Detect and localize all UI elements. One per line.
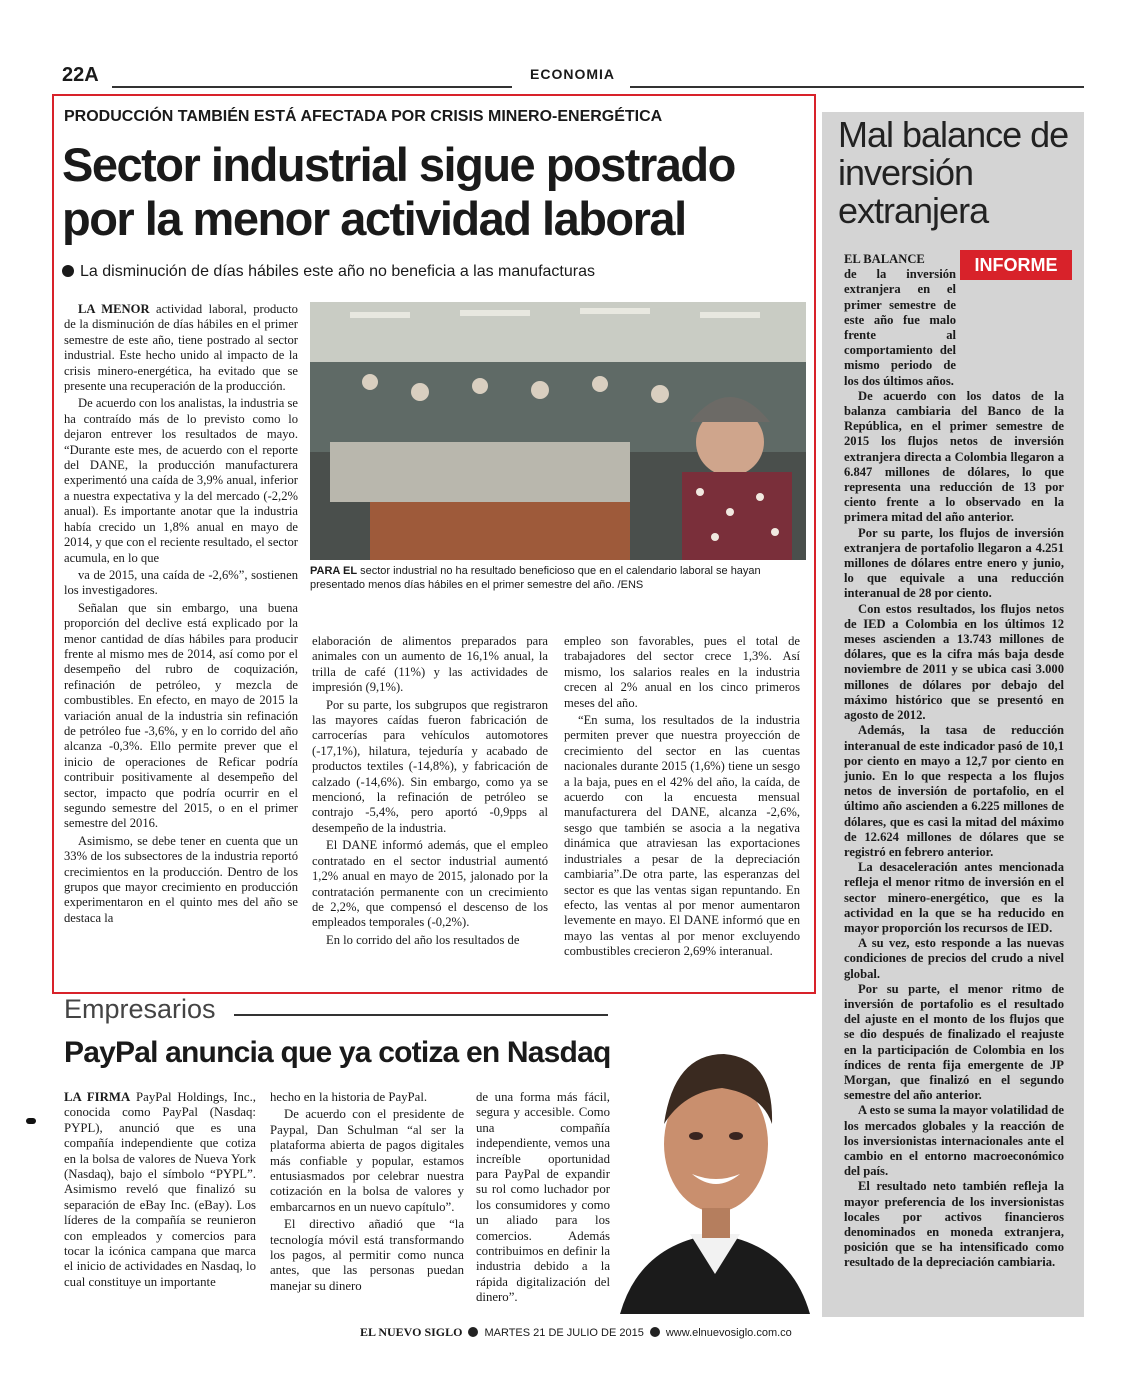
paypal-paragraph: De acuerdo con el presidente de Paypal, Dan Schulman “al ser la plataforma abierta de pagos digitales más confiable y popular, estamos entusiasmados por celebrar nuestra cotización en la bolsa de valores y embarcarnos en un nuevo capítulo”. — [270, 1107, 464, 1214]
page-footer — [360, 1325, 792, 1340]
empresarios-label: Empresarios — [64, 994, 216, 1024]
paypal-column-3 — [476, 1090, 610, 1308]
article-paragraph: elaboración de alimentos preparados para animales con un aumento de 16,1% anual, la trilla de café (11%) y las actividades de impresión (9,1%). — [312, 634, 548, 695]
portrait-illustration — [610, 1024, 820, 1314]
article-kicker: PRODUCCIÓN TAMBIÉN ESTÁ AFECTADA POR CRISIS MINERO-ENERGÉTICA — [64, 108, 663, 125]
sidebar-paragraph — [844, 252, 1064, 389]
sidebar-paragraph: A su vez, esto responde a las nuevas condiciones de precios del crudo a nivel global. — [844, 936, 1064, 981]
factory-photo-illustration — [310, 302, 806, 560]
caption-text: sector industrial no ha resultado beneficioso que en el calendario laboral se hayan presentado menos días hábiles en el primer semestre del año. /ENS — [310, 565, 761, 591]
sidebar-paragraph: A esto se suma la mayor volatilidad de los mercados globales y la reacción de los inversionistas internacionales ante el cambio en el entorno macroeconómico del país. — [844, 1103, 1064, 1179]
bullet-icon — [62, 265, 74, 277]
sidebar-paragraph: Por su parte, los flujos de inversión extranjera de portafolio llegaron a 4.251 millones de dólares entre enero y junio, lo que equivale a una reducción interanual de 28 por ciento. — [844, 525, 1064, 601]
lead-in: LA MENOR — [78, 302, 150, 316]
caption-lead: PARA EL — [310, 565, 358, 577]
footer-website[interactable]: www.elnuevosiglo.com.co — [665, 1327, 792, 1339]
sidebar-title: Mal balance de inversión extranjera — [838, 114, 1069, 231]
footer-date: MARTES 21 DE JULIO DE 2015 — [484, 1327, 644, 1339]
article-paragraph: El DANE informó además, que el empleo contratado en el sector industrial aumentó 1,2% anual en mayo de 2015, jalonado por la contratación permanente con un crecimiento de 2,2%, que compensó el descenso de los empleados temporales (-0,2%). — [312, 838, 548, 930]
paragraph-text: actividad laboral, producto de la disminución de días hábiles en el primer semestre de este año, tiene postrado al sector industrial. Este hecho unido al impacto de la crisis minero-energética, ha evitado que se presente una recuperación de la producción. — [64, 302, 298, 394]
paypal-headline: PayPal anuncia que ya cotiza en Nasdaq — [64, 1036, 611, 1069]
photo-caption — [310, 564, 806, 592]
article-paragraph — [64, 302, 298, 394]
sidebar-lead: EL BALANCE — [844, 252, 925, 266]
deck-text: La disminución de días hábiles este año no beneficia a las manufacturas — [80, 263, 595, 280]
section-label: ECONOMIA — [530, 66, 615, 82]
article-paragraph: En lo corrido del año los resultados de — [326, 932, 520, 947]
header-rule-right — [630, 86, 1084, 88]
margin-mark-icon — [26, 1118, 36, 1124]
sidebar-paragraph: Con estos resultados, los flujos netos de IED a Colombia en los últimos 12 meses ascienden a 13.743 millones de dólares, que es la cifra más baja desde noviembre de 2011 y se ubica casi 3.000 millones de dólares por debajo del máximo histórico que se presentó en agosto de 2012. — [844, 601, 1064, 723]
article-headline: Sector industrial sigue postrado por la menor actividad laboral — [62, 138, 735, 245]
informe-badge: INFORME — [960, 250, 1072, 280]
page-number: 22A — [62, 64, 99, 86]
sidebar-text — [844, 252, 1064, 1271]
sidebar-paragraph: Por su parte, el menor ritmo de inversión de portafolio es el resultado del ajuste en el monto de los flujos que se dio después de finalizado el reajuste en la participación de Colombia en los índices de renta fija emergente de JP Morgan, que finalizó en el segundo semestre del año anterior. — [844, 981, 1064, 1103]
paypal-paragraph: El directivo añadió que “la tecnología móvil está transformando los pagos, al permitir como nunca antes, que las personas puedan manejar su dinero — [270, 1217, 464, 1293]
article-paragraph: empleo son favorables, pues el total de trabajadores del sector crece 1,3%. Así mismo, los salarios reales en la industria crecen al 2% anual en los cinco primeros meses del año. — [564, 634, 800, 710]
paypal-paragraph: de una forma más fácil, segura y accesible. Como una compañía independiente, vemos una increíble oportunidad para PayPal de expandir su rol como luchador por los consumidores y como un aliado para los comercios. Además contribuimos en definir la industria debido a la rápida digitalización del dinero”. — [476, 1090, 610, 1305]
sidebar-paragraph: De acuerdo con los datos de la balanza cambiaria del Banco de la República, en el primer semestre de 2015 los flujos netos de inversión extranjera directa a Colombia llegaron a 6.847 millones de dólares, lo que representa una reducción de 13 por ciento frente a lo observado en la primera mitad del año anterior. — [844, 388, 1064, 525]
article-paragraph: Por su parte, los subgrupos que registraron las mayores caídas fueron fabricación de carrocerías para vehículos automotores (-17,1%), hilatura, tejeduría y acabado de productos textiles (-14,8%), y fabricación de calzado (-14,6%). Sin embargo, como ya se mencionó, la refinación de petróleo se contrajo -5,4%, pero aportó -0,9pps al desempeño de la industria. — [312, 697, 548, 835]
sidebar-paragraph: La desaceleración antes mencionada refleja el menor ritmo de inversión en el sector minero-energético, que es la actividad en la que se ha reducido en mayor proporción los recursos de IED. — [844, 860, 1064, 935]
article-column-1 — [64, 302, 298, 928]
article-column-3 — [564, 634, 800, 962]
paypal-paragraph — [64, 1090, 256, 1290]
factory-photo — [310, 302, 806, 560]
paragraph-text: PayPal Holdings, Inc., conocida como PayPal (Nasdaq: PYPL), anunció que es una compañía independiente que cotiza en la bolsa de valores de Nueva York (Nasdaq), bajo el símbolo “PYPL”. Asimismo reveló que finalizó su separación de eBay Inc. (eBay). Los líderes de la compañía se reunieron con empleados y comercios para tocar la icónica campana que marca el inicio de actividades en Nasdaq, lo cual constituye un importante — [64, 1090, 256, 1289]
sidebar-paragraph: Además, la tasa de reducción interanual de este indicador pasó de 10,1 por ciento en mayo a 12,7 por ciento en junio. En lo que respecta a los flujos netos de inversión de portafolio, en el último año ascienden a 6.225 millones de dólares, que es casi la mitad del máximo de 12.624 millones de dólares que se registró en febrero anterior. — [844, 723, 1064, 859]
footer-brand: EL NUEVO SIGLO — [360, 1325, 463, 1339]
article-paragraph: Asimismo, se debe tener en cuenta que un 33% de los subsectores de la industria reportó crecimientos en la producción. Dentro de los grupos que mayor crecimiento en producción experimentaron en el quinto mes del año se destaca la — [64, 833, 298, 925]
article-paragraph: De acuerdo con los analistas, la industria se ha contraído más de lo previsto como lo dejaron entrever los resultados de mayo. “Durante este mes, de acuerdo con el reporte del DANE, la producción manufacturera experimentó una caída de 3,9% anual, inferior a nuestra expectativa y la del mercado (-2,2% anual). Es importante anotar que la industria había crecido un 1,8% anual en mayo de 2014, y que con el reciente resultado, el sector acumula, en lo que — [64, 396, 298, 565]
paypal-column-1 — [64, 1090, 256, 1292]
article-paragraph: “En suma, los resultados de la industria permiten prever que nuestra proyección de crecimiento del sector en las cuentas nacionales durante 2015 (1,6%) tiene un sesgo a la baja, pues en el 42% del año, la caída, de acuerdo con la encuesta mensual manufacturera del DANE, alcanza -2,6%, sesgo que también se asocia a la negativa dinámica que atraviesan las exportaciones industriales a pesar de la depreciación cambiaria”.De otra parte, las esperanzas del sector es que las ventas sigan repuntando. En efecto, las ventas al por menor aumentaron levemente en mayo. El DANE informó que en mayo las ventas al por menor excluyendo combustibles crecieron 2,69% interanual. — [564, 713, 800, 959]
paragraph-text: de la inversión extranjera en el primer semestre de este año fue malo frente al comportamiento del mismo periodo de los dos últimos años. — [844, 267, 956, 388]
paypal-column-2 — [270, 1090, 464, 1296]
lead-in: LA FIRMA — [64, 1090, 131, 1104]
article-deck — [62, 263, 802, 281]
article-paragraph: Señalan que sin embargo, una buena proporción del declive está explicado por la menor cantidad de días hábiles para producir frente al mismo mes de 2014, así como por el desempeño del rubro de coquización, refinación de petróleo, y mezcla de combustibles. En efecto, en mayo de 2015 la variación anual de la industria sin refinación de petróleo fue -3,6%, y en lo corrido del año alcanza -0,3%. Ello permite prever que el inicio de operaciones de Reficar podría contribuir positivamente al desempeño del sector, impacto que podría ocurrir en el segundo semestre del 2015, o en el primer semestre del 2016. — [64, 600, 298, 831]
sidebar-paragraph: El resultado neto también refleja la mayor preferencia de los inversionistas locales por activos financieros denominados en moneda extranjera, posición que se ha intensificado como resultado de la depreciación cambiaria. — [844, 1179, 1064, 1270]
executive-portrait — [610, 1024, 820, 1314]
bullet-icon — [468, 1327, 478, 1337]
empresarios-rule — [234, 1014, 608, 1016]
bullet-icon — [650, 1327, 660, 1337]
article-paragraph: va de 2015, una caída de -2,6%”, sostienen los investigadores. — [64, 567, 298, 598]
article-column-2 — [312, 634, 548, 950]
header-rule-left — [112, 86, 512, 88]
paypal-paragraph: hecho en la historia de PayPal. — [270, 1090, 428, 1104]
